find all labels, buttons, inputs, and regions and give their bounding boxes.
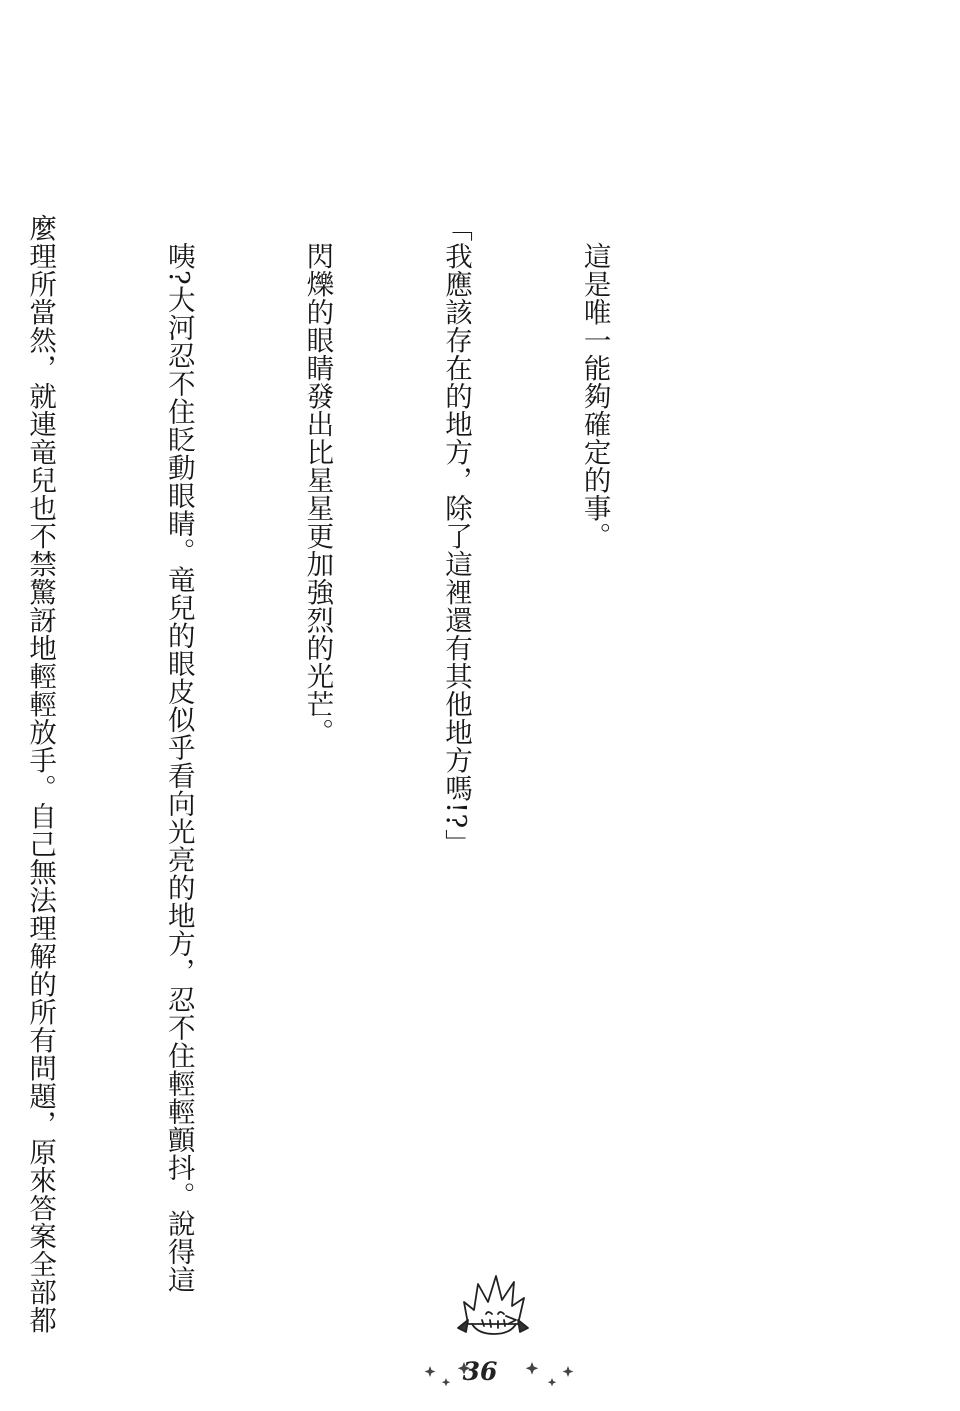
vertical-text-body xyxy=(0,214,710,1334)
paragraph-line: 麼理所當然，就連竜兒也不禁驚訝地輕輕放手。自己無法理解的所有問題，原來答案全部都 xyxy=(24,214,57,1334)
page-number: 36 xyxy=(462,1357,498,1386)
star-decoration-icon xyxy=(520,1352,580,1392)
paragraph-line: 閃爍的眼睛發出比星星更加強烈的光芒。 xyxy=(301,241,334,746)
chibi-illustration-icon xyxy=(438,1262,548,1342)
paragraph-line: 「我應該存在的地方，除了這裡還有其他地方嗎!?」 xyxy=(439,214,472,857)
paragraph-line: 咦?大河忍不住眨動眼睛。竜兒的眼皮似乎看向光亮的地方，忍不住輕輕顫抖。說得這 xyxy=(162,241,195,1293)
paragraph-line: 這是唯一能夠確定的事。 xyxy=(578,241,611,550)
